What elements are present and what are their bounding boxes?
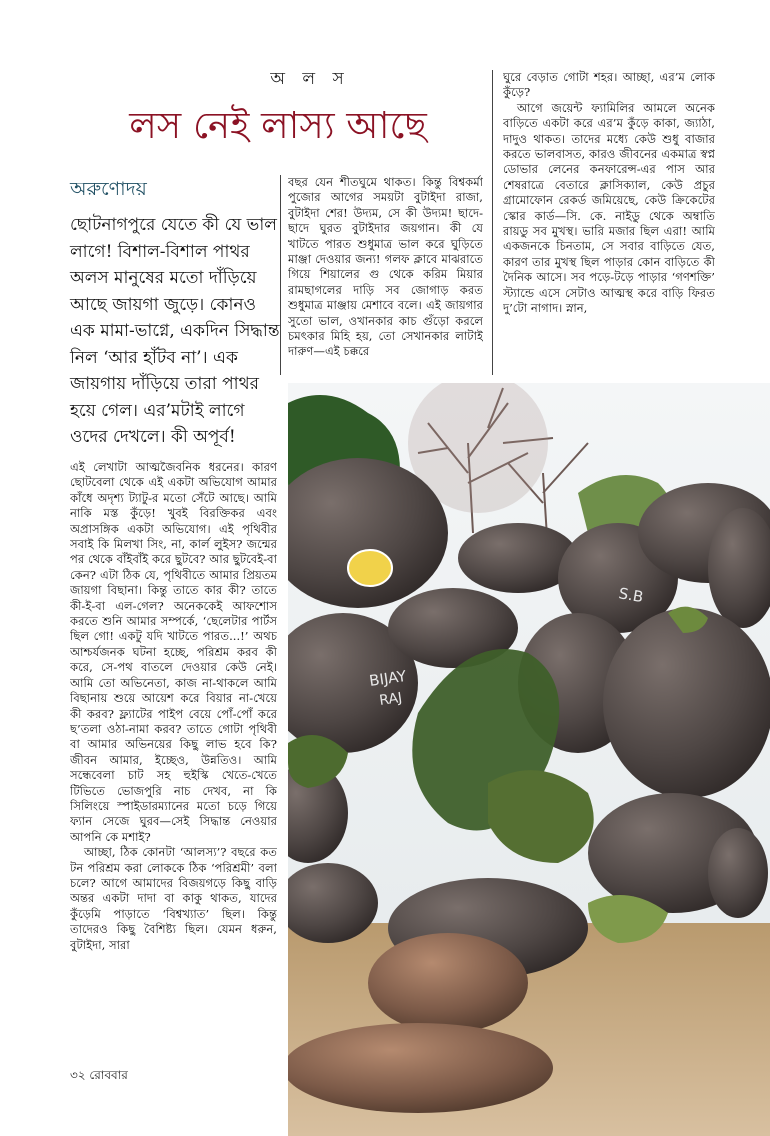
body-column-2: [288, 175, 483, 375]
body-paragraph: বছর যেন শীতঘুমে থাকত। কিন্তু বিশ্বকর্মা পুজোর আগের সময়টা বুটাইদা রাজা, বুটাইদা শের! উদ্যম, সে কী উদ্যম! ছাদে-ছাদে ঘুরত বুটাইদার জয়গান। কী যে খাটতে পারত শুধুমাত্র ভাল করে ঘুড়িতে মাঞ্জা দেওয়ার জন্য! গলফ ক্লাবে মাঝরাতে গিয়ে শিয়ালের গু থেকে করিম মিয়ার রামছাগলের দাড়ি সব জোগাড় করত শুধুমাত্র মাঞ্জায় মেশাবে বলে। এই জায়গার সুতো ভাল, ওখানকার কাচ গুঁড়ো করলে চমৎকার মিহি হয়, তো সেখানকার লাটাই দারুণ—এই চক্করে: [288, 175, 483, 359]
author-byline: অরুণোদয়: [70, 178, 147, 200]
painted-heart: [348, 550, 392, 586]
body-paragraph: ঘুরে বেড়াত গোটা শহর। আচ্ছা, এর’ম লোক কুঁড়ে?: [503, 70, 715, 100]
page-folio: ৩২ রোববার: [70, 1068, 128, 1082]
boulder: [708, 828, 768, 918]
article-intro: ছোটনাগপুরে যেতে কী যে ভাল লাগে! বিশাল-বিশাল পাথর অলস মানুষের মতো দাঁড়িয়ে আছে জায়গা জুড়ে। কোনও এক মামা-ভাগ্নে, একদিন সিদ্ধান্ত নিল ‘আর হাঁটব না’। এক জায়গায় দাঁড়িয়ে তারা পাথর হয়ে গেল। এর’মটাই লাগে ওদের দেখলে। কী অপূর্ব!: [70, 215, 280, 447]
rock-landscape-photo: [288, 383, 770, 1136]
body-paragraph: আগে জয়েন্ট ফ্যামিলির আমলে অনেক বাড়িতে একটা করে এর’ম কুঁড়ে কাকা, জ্যাঠা, দাদুও থাকত। তাদের মধ্যে কেউ শুধু বাজার করতে ভালবাসত, কারও জীবনের একমাত্র স্বপ্ন ডোভার লেনের কনফারেন্স-এর পাস আর শেষরাত্রে বেতারে ক্লাসিক্যাল, কেউ প্রচুর গ্রামোফোন রেকর্ড জমিয়েছে, কেউ ক্রিকেটের স্কোর কার্ড—সি. কে. নাইডু থেকে অম্বাতি রায়ডু সব মুখস্থ। ভারি মজার ছিল এরা! আমি একজনকে চিনতাম, সে সবার বাড়িতে যেত, কারণ তার মুখস্থ ছিল পাড়ার কোন বাড়িতে কী দৈনিক আসে। সব পড়ে-টড়ে পাড়ার ‘গণশক্তি’ স্ট্যান্ডে এসে সেটাও আত্মস্থ করে বাড়ি ফিরত দু’টো নাগাদ। স্নান,: [503, 100, 715, 316]
graffiti-text: RAJ: [378, 689, 404, 709]
body-paragraph: এই লেখাটা আত্মজৈবনিক ধরনের। কারণ ছোটবেলা থেকে এই একটা অভিযোগ আমার কাঁধে অদৃশ্য ট্যাটু-র মতো সেঁটে আছে। আমি নাকি মস্ত কুঁড়ে! খুবই বিরক্তিকর এবং অপ্রাসঙ্গিক একটা অভিযোগ। এই পৃথিবীর সবাই কি মিলখা সিং, না, কার্ল লুইস? জন্মের পর থেকে বাঁইবাঁই করে ছুটবে? আর ছুটবেই-বা কেন? এটা ঠিক যে, পৃথিবীতে আমার প্রিয়তম জায়গা বিছানা। কিন্তু তাতে কার কী? তাতে কী-ই-বা এল-গেল? অনেককেই আফশোস করতে শুনি আমার সম্পর্কে, ‘ছেলেটার পার্টস ছিল গো! একটু যদি খাটতে পারত...!’ অথচ আশ্চর্যজনক ঘটনা হচ্ছে, পরিশ্রম করব কী করে, সে-পথ বাতলে দেওয়ার কেউ নেই। আমি তো অভিনেতা, কাজ না-থাকলে আমি বিছানায় শুয়ে আয়েশ করে বিয়ার না-খেয়ে কী করব? ফ্ল্যাটের পাইপ বেয়ে পোঁ-পোঁ করে ছ’তলা ওঠা-নামা করব? তাতে গোটা পৃথিবী বা আমার অভিনয়ের কিছু লাভ হবে কি? জীবন আমার, ইচ্ছেও, উন্নতিও। আমি সন্ধেবেলা চাট সহ হুইস্কি খেতে-খেতে টিভিতে ভোজপুরি নাচ দেখব, না কি সিলিংয়ে স্পাইডারম্যানের মতো চড়ে গিয়ে ফ্যান সেজে ঘুরব—সেই সিদ্ধান্ত নেওয়ার আপনি কে মশাই?: [70, 460, 277, 844]
graffiti-text: S.B: [617, 584, 645, 607]
boulder: [288, 1023, 553, 1113]
section-kicker: অ ল স: [270, 69, 350, 89]
article-headline: লস নেই লাস্য আছে: [129, 104, 427, 147]
column-rule: [280, 175, 281, 375]
boulder: [603, 608, 770, 798]
body-column-3: [503, 70, 715, 375]
body-paragraph: আচ্ছা, ঠিক কোনটা ‘আলস্য’? বছরে কত টন পরিশ্রম করা লোককে ঠিক ‘পরিশ্রমী’ বলা চলে? আগে আমাদের বিজয়গড়ে কিছু বাড়ি অন্তর একটা দাদা বা কাকু থাকত, যাদের কুঁড়েমি পাড়াতে ‘বিশ্বখ্যাত’ ছিল। কিন্তু তাদেরও কিছু বৈশিষ্ট্য ছিল। যেমন ধরুন, বুটাইদা, সারা: [70, 845, 277, 952]
column-rule: [492, 70, 493, 375]
graffiti-text: BIJAY: [368, 666, 408, 690]
body-column-1: [70, 460, 277, 1060]
boulder: [368, 933, 528, 1033]
